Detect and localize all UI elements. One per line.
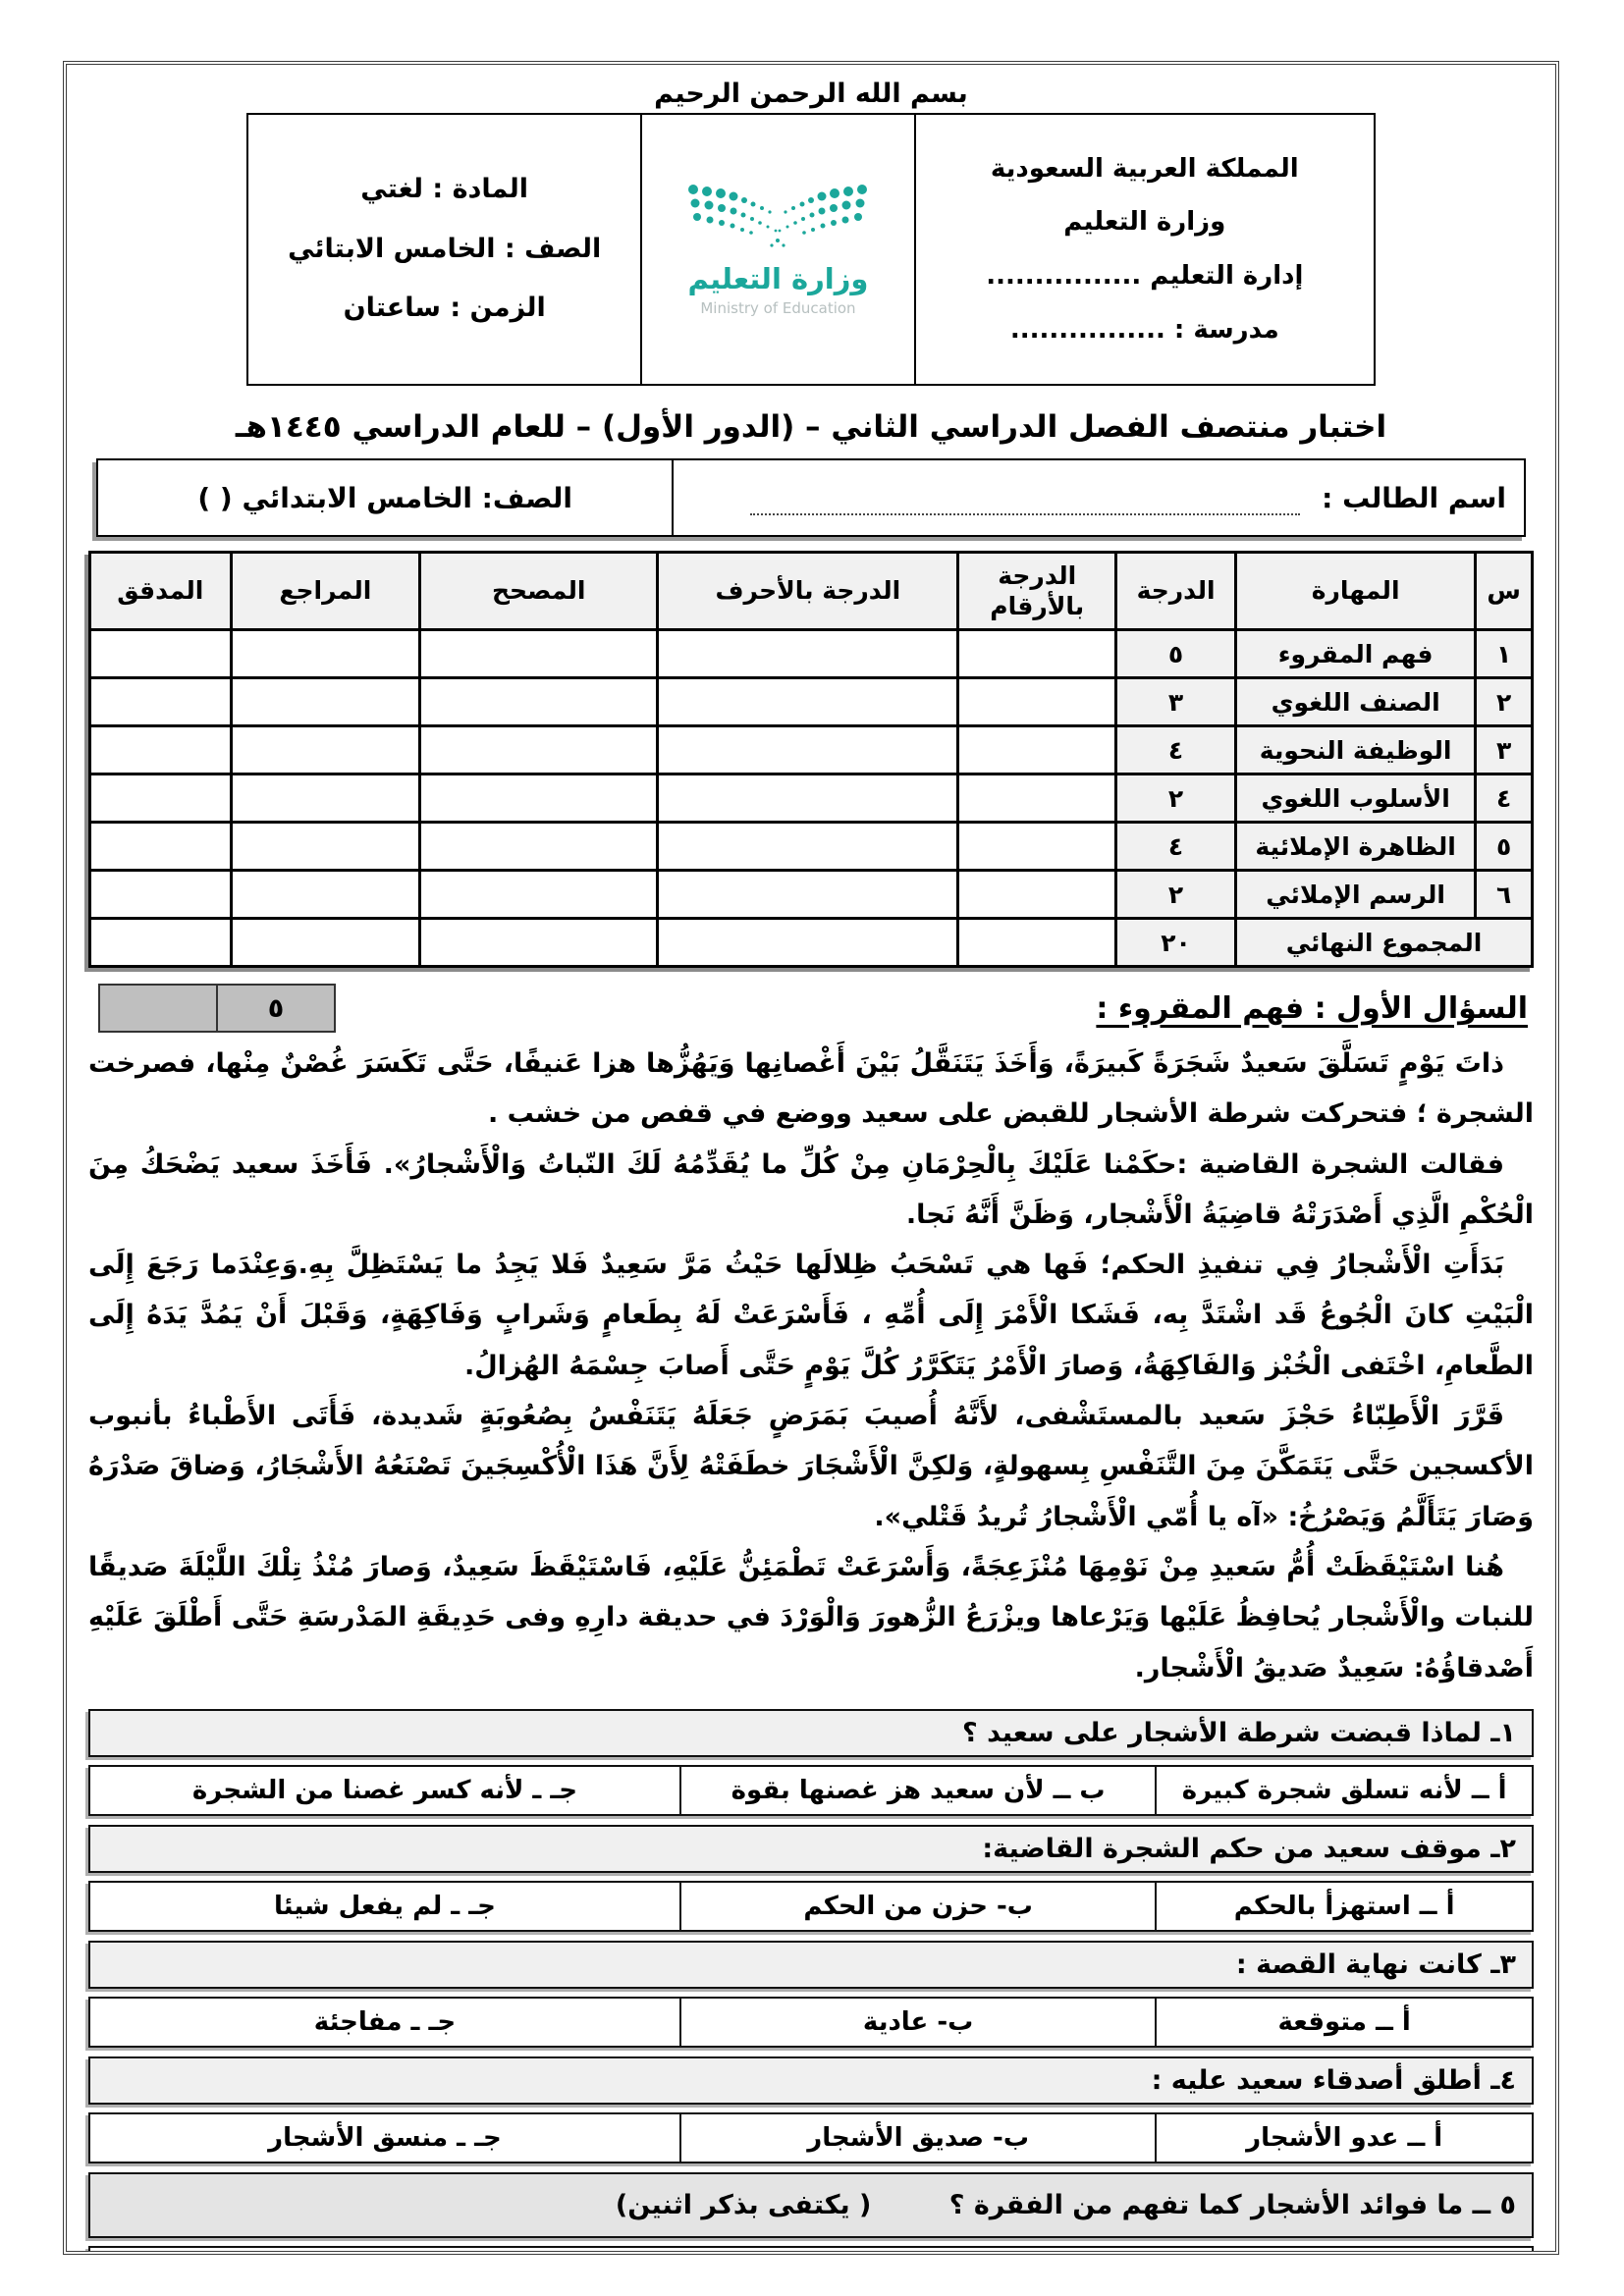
empty-score-cell [420, 774, 658, 823]
class-label: الصف: الخامس الابتدائي ( ) [197, 481, 572, 514]
question-options [88, 1765, 1534, 1816]
col-corrector: المصحح [420, 553, 658, 630]
option-a: أ ــ عدو الأشجار [1246, 2122, 1443, 2153]
question-5 [88, 2172, 1534, 2255]
empty-score-cell [958, 823, 1116, 871]
col-reviewer: المراجع [231, 553, 420, 630]
total-score: ٢٠ [1116, 919, 1236, 967]
empty-score-cell [420, 726, 658, 774]
empty-score-cell [231, 774, 420, 823]
skill-row [90, 774, 1533, 823]
skill-score: ٥ [1116, 630, 1236, 678]
option-b: ب ــ لأن سعيد هز غصنها بقوة [681, 1767, 1157, 1814]
skill-row [90, 678, 1533, 726]
question-2 [88, 1825, 1534, 1932]
option-b: ب- عادية [681, 1999, 1157, 2046]
answer-area [88, 2246, 1534, 2255]
passage-paragraph: قَرَّرَ الْأَطِبّاءُ حَجْزَ سَعيد بالمستَشْفى، لأَنَّهُ أُصيبَ بَمَرَضٍ جَعَلَهُ يَتَنَفْسُ بِصُعُوبَةٍ شَديدة، فَأَتَى الأَطْباءُ بأنبوب الأكسجين حَتَّى يَتَمَكَّنَ مِنَ التَّنَفْسِ بِسهولةٍ، وَلكِنَّ الْأَشْجَارَ خطَفَتْهُ لِأَنَّ هَذَا الْأُكْسِجَينَ تَصْنَعُهُ الأَشْجَارُ، وَضاقَ صَدْرَهُ وَصَارَ يَتَأَلَّمُ وَيَصْرُخُ: «آه يا أُمّي الْأَشْجارُ تُريدُ قَتْلي». [88, 1401, 1534, 1532]
empty-score-cell [420, 823, 658, 871]
empty-score-cell [231, 823, 420, 871]
section1-earned-score [100, 986, 216, 1031]
empty-score-cell [658, 823, 958, 871]
student-name-label: اسم الطالب : [1322, 481, 1506, 514]
student-info-row [96, 458, 1526, 537]
skill-score: ٢ [1116, 871, 1236, 919]
question-note: ( يكتفى بذكر اثنين) [615, 2189, 872, 2220]
empty-score-cell [231, 871, 420, 919]
skill-number: ٤ [1476, 774, 1533, 823]
empty-score-cell [958, 726, 1116, 774]
empty-score-cell [90, 726, 232, 774]
empty-score-cell [658, 871, 958, 919]
ministry-line: وزارة التعليم [1063, 207, 1226, 238]
questions-section [88, 1709, 1534, 2255]
option-c: جـ ـ لم يفعل شيئا [90, 1883, 681, 1930]
passage-paragraph: هُنا اسْتَيْقَظَتْ أُمُّ سَعيدِ مِنْ نَوْمِهَا مُنْزَعِجَةً، وَأَسْرَعَتْ تَطْمَئِنُّ عَلَيْهِ، فَاسْتَيْقَظَ سَعِيدٌ، وَصارَ مُنْذُ تِلْكَ اللَّيْلَةَ صَديقًا للنبات والْأَشْجار يُحافِظُ عَلَيْها وَيَرْعاها ويزْرَعُ الزُّهورَ وَالْوَرْدَ في حديقة دارِهِ وفى حَدِيقَةِ المَدْرسَةِ حَتَّى أَطْلَقَ عَلَيْهِ أَصْدقاؤُهُ: سَعِيدٌ صَديقُ الْأَشْجار. [88, 1551, 1534, 1683]
student-name-blank [750, 480, 1300, 515]
moe-logo-english-label: Ministry of Education [700, 299, 856, 317]
question-prompt: ١ـ لماذا قبضت شرطة الأشجار على سعيد ؟ [88, 1709, 1534, 1757]
option-a: أ ــ لأنه تسلق شجرة كبيرة [1181, 1775, 1507, 1805]
question-prompt-text: ٥ ــ ما فوائد الأشجار كما تفهم من الفقرة ؟ [948, 2189, 1516, 2220]
skill-name: الرسم الإملائي [1236, 871, 1476, 919]
skill-name: الوظيفة النحوية [1236, 726, 1476, 774]
empty-score-cell [958, 774, 1116, 823]
moe-logo-dots-icon [679, 182, 876, 252]
moe-logo-arabic-label: وزارة التعليم [687, 262, 869, 295]
option-c: جـ ـ منسق الأشجار [90, 2114, 681, 2162]
empty-score-cell [958, 630, 1116, 678]
kingdom-line: المملكة العربية السعودية [990, 153, 1299, 184]
header-table [246, 113, 1376, 386]
empty-score-cell [958, 678, 1116, 726]
total-row [90, 919, 1533, 967]
question-options [88, 1881, 1534, 1932]
empty-score-cell [958, 871, 1116, 919]
empty-score-cell [90, 823, 232, 871]
empty-score-cell [231, 678, 420, 726]
subject-line: المادة : لغتي [360, 173, 529, 204]
section1-header-row [94, 984, 1528, 1033]
grade-line: الصف : الخامس الابتائي [288, 233, 602, 264]
skill-score: ٤ [1116, 823, 1236, 871]
school-line: مدرسة : ................ [1009, 314, 1279, 345]
question-prompt: ٣ـ كانت نهاية القصة : [88, 1941, 1534, 1989]
question-prompt: ٤ـ أطلق أصدقاء سعيد عليه : [88, 2056, 1534, 2105]
empty-score-cell [958, 919, 1116, 967]
section1-title: السؤال الأول : فهم المقروء : [1096, 990, 1528, 1026]
option-c: جـ ـ لأنه كسر غصنا من الشجرة [90, 1767, 681, 1814]
moe-logo [641, 114, 914, 385]
empty-score-cell [90, 630, 232, 678]
question-1 [88, 1709, 1534, 1816]
col-number: س [1476, 553, 1533, 630]
skill-name: الأسلوب اللغوي [1236, 774, 1476, 823]
col-grade-letters: الدرجة بالأحرف [658, 553, 958, 630]
empty-score-cell [658, 630, 958, 678]
empty-score-cell [658, 678, 958, 726]
time-line: الزمن : ساعتان [343, 293, 546, 324]
empty-score-cell [90, 678, 232, 726]
option-b: ب- حزن من الحكم [681, 1883, 1157, 1930]
section1-score-boxes [98, 984, 336, 1033]
page-border-frame [63, 61, 1559, 2255]
question-prompt: ٢ـ موقف سعيد من حكم الشجرة القاضية: [88, 1825, 1534, 1873]
skill-number: ١ [1476, 630, 1533, 678]
reading-passage [88, 1039, 1534, 1693]
skill-name: الصنف اللغوي [1236, 678, 1476, 726]
skills-header-row [90, 553, 1533, 630]
col-skill: المهارة [1236, 553, 1476, 630]
col-grade: الدرجة [1116, 553, 1236, 630]
question-options [88, 1997, 1534, 2048]
skill-row [90, 630, 1533, 678]
header-kingdom-cell [915, 114, 1375, 385]
empty-score-cell [231, 919, 420, 967]
basmala: بسم الله الرحمن الرحيم [654, 79, 968, 109]
col-auditor: المدقق [90, 553, 232, 630]
empty-score-cell [231, 630, 420, 678]
question-options [88, 2112, 1534, 2163]
skills-score-table [88, 551, 1534, 968]
empty-score-cell [231, 726, 420, 774]
skill-name: فهم المقروء [1236, 630, 1476, 678]
skill-number: ٦ [1476, 871, 1533, 919]
skill-number: ٢ [1476, 678, 1533, 726]
empty-score-cell [420, 678, 658, 726]
empty-score-cell [658, 774, 958, 823]
skill-name: الظاهرة الإملائية [1236, 823, 1476, 871]
section1-max-score: ٥ [216, 986, 334, 1031]
exam-title: اختبار منتصف الفصل الدراسي الثاني – (الدور الأول) – للعام الدراسي ١٤٤٥هـ [235, 409, 1387, 445]
option-a: أ ــ استهزأ بالحكم [1233, 1891, 1455, 1921]
empty-score-cell [658, 726, 958, 774]
skill-number: ٥ [1476, 823, 1533, 871]
header-subject-cell [247, 114, 641, 385]
skill-row [90, 726, 1533, 774]
skill-score: ٣ [1116, 678, 1236, 726]
empty-score-cell [420, 630, 658, 678]
option-c: جـ ـ مفاجئة [90, 1999, 681, 2046]
empty-score-cell [90, 774, 232, 823]
skill-score: ٢ [1116, 774, 1236, 823]
skill-score: ٤ [1116, 726, 1236, 774]
question-3 [88, 1941, 1534, 2048]
option-b: ب- صديق الأشجار [681, 2114, 1157, 2162]
question-prompt [88, 2172, 1534, 2238]
empty-score-cell [420, 871, 658, 919]
passage-paragraph: فقالت الشجرة القاضية :حكَمْنا عَلَيْكَ بِالْحِرْمَانِ مِنْ كُلِّ ما يُقَدِّمُهُ لَكَ النّباتُ وَالْأَشْجارُ». فَأَخَذَ سعيد يَضْحَكُ مِنَ الْحُكْمِ الَّذِي أَصْدَرَتْهُ قاضِيَةُ الْأَشْجار، وَظَنَّ أَنَّهُ نَجا. [88, 1148, 1534, 1230]
skill-row [90, 871, 1533, 919]
passage-paragraph: بَدَأَتِ الْأَشْجارُ فِي تنفيذِ الحكم؛ فَها هي تَسْحَبُ ظِلالَها حَيْثُ مَرَّ سَعِيدٌ فَلا يَجِدُ ما يَسْتَظِلَّ بِهِ.وَعِنْدَما رَجَعَ إِلَى الْبَيْتِ كانَ الْجُوعُ قَد اشْتَدَّ بِه، فَشَكا الْأَمْرَ إِلَى أُمِّهِ ، فَأَسْرَعَتْ لَهُ بِطَعامٍ وَشَرابٍ وَفَاكِهَةٍ، وَقَبْلَ أَنْ يَمُدَّ يَدَهُ إِلَى الطَّعامِ، اخْتَفى الْخُبْز وَالفَاكِهَةُ، وَصارَ الْأَمْرُ يَتَكَرَّرُ كُلَّ يَوْمٍ حَتَّى أَصابَ جِسْمَهُ الهُزالُ. [88, 1250, 1534, 1381]
skill-row [90, 823, 1533, 871]
empty-score-cell [420, 919, 658, 967]
empty-score-cell [658, 919, 958, 967]
empty-score-cell [90, 871, 232, 919]
question-4 [88, 2056, 1534, 2163]
student-name-cell [672, 460, 1524, 535]
passage-paragraph: ذاتَ يَوْمٍ تَسَلَّقَ سَعيدٌ شَجَرَةً كَبيرَةً، وَأَخَذَ يَتَنَقَّلُ بَيْنَ أَغْصانِها وَيَهُزُّها هزا عَنيفًا، حَتَّى تَكَسَرَ غُصْنٌ مِنْها، فصرخت الشجرة ؛ فتحركت شرطة الأشجار للقبض على سعيد ووضع في قفص من خشب . [88, 1048, 1534, 1130]
option-a: أ ــ متوقعة [1277, 2006, 1411, 2037]
total-label: المجموع النهائي [1236, 919, 1533, 967]
edu-admin-line: إدارة التعليم ................ [986, 261, 1304, 291]
empty-score-cell [90, 919, 232, 967]
col-grade-numeric: الدرجة بالأرقام [958, 553, 1116, 630]
skill-number: ٣ [1476, 726, 1533, 774]
